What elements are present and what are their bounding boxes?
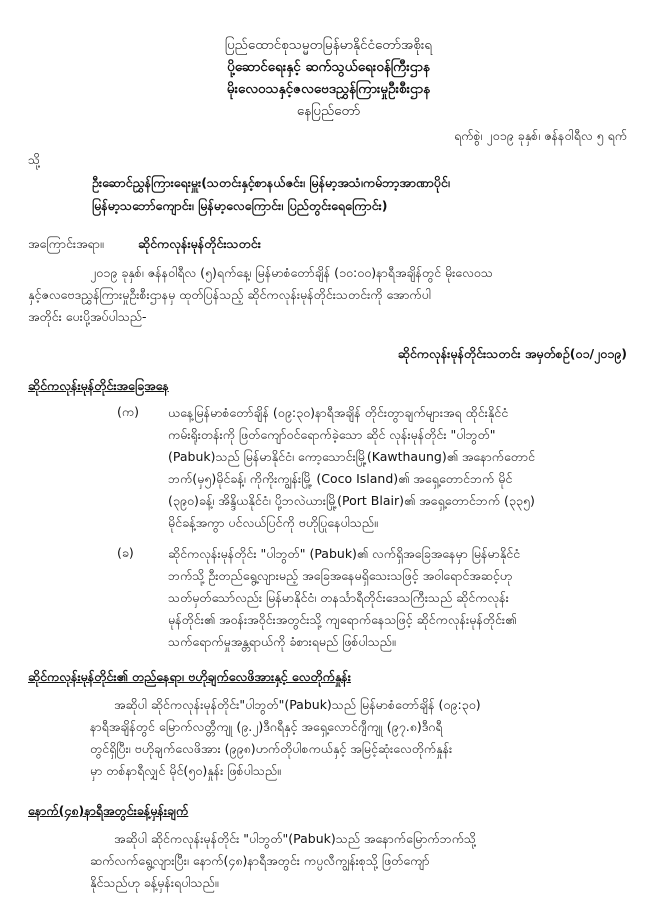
- forecast-paragraph: [90, 828, 476, 894]
- item-a-line: ဘက်(မှ၅)မိုင်ခန့်၊ ကိုကိုးကျွန်းမြို့ (Coco Island)၏ အရှေ့တောင်ဘက် မိုင်: [168, 471, 513, 486]
- location-line: တွင်ရှိပြီး၊ ဗဟိုချက်လေဖိအား (၉၉၈)ဟက်တိုပါစကယ်နှင့် အမြင့်ဆုံးလေတိုက်နှုန်း: [90, 741, 453, 756]
- item-a-line: ကမ်းရိုးတန်းကို ဖြတ်ကျော်ဝင်ရောက်ခဲ့သော ဆိုင် လုန်းမုန်တိုင်း "ပါဘွတ်": [168, 427, 496, 442]
- subject-label: အကြောင်းအရာ။: [28, 236, 104, 251]
- intro-line: ၂၀၁၉ ခုနှစ်၊ ဇန်နဝါရီလ (၅)ရက်နေ့၊ မြန်မာစံတော်ချိန် (၁၀:၀၀)နာရီအချိန်တွင် မိုးလေဝသ: [90, 265, 493, 280]
- bulletin-number: ဆိုင်ကလုန်းမုန်တိုင်းသတင်း အမှတ်စဉ်(၀၁/၂၀၁၉): [397, 346, 627, 361]
- item-a-line: မိုင်ခန့်အကွာ ပင်လယ်ပြင်ကို ဗဟိုပြုနေပါသည်။: [168, 515, 378, 530]
- item-a-line: (၃၉၀)ခန့်၊ အိန္ဒိယနိုင်ငံ၊ ပို့ဘလဲယားမြို့(Port Blair)၏ အရှေ့တောင်ဘက် (၃၃၅): [168, 493, 535, 508]
- recipients-line-2: မြန်မာ့သဘော်ကျောင်း၊ မြန်မာ့လေကြောင်း၊ ပြည်တွင်းရေကြောင်း): [92, 198, 388, 213]
- item-a-line: (Pabuk)သည် မြန်မာနိုင်ငံ၊ ကော့သောင်းမြို့(Kawthaung)၏ အနောက်တောင်: [168, 449, 535, 464]
- location-line: မှာ တစ်နာရီလျှင် မိုင်(၅၀)နှုန်း ဖြစ်ပါသည်။: [90, 763, 281, 778]
- location-line: အဆိုပါ ဆိုင်ကလုန်းမုန်တိုင်း"ပါဘွတ်"(Pabuk)သည် မြန်မာစံတော်ချိန် (၀၉:၃၀): [114, 697, 481, 712]
- intro-line: အတိုင်း ပေးပို့အပ်ပါသည်-: [28, 309, 147, 324]
- item-marker-b: (ခ): [117, 545, 134, 560]
- item-a-line: ယနေ့မြန်မာစံတော်ချိန် (၀၉:၃၀)နာရီအချိန် တိုင်းတွာချက်များအရ ထိုင်းနိုင်ငံ: [168, 405, 509, 420]
- item-b-line: ဆိုင်ကလုန်းမုန်တိုင်း "ပါဘွတ်" (Pabuk)၏ လက်ရှိအခြေအနေမှာ မြန်မာနိုင်ငံ: [168, 546, 521, 561]
- header-department: မိုးလေဝသနှင့်ဇလဗေဒညွှန်ကြားမှုဦးစီးဌာန: [226, 81, 431, 97]
- section-heading-location: ဆိုင်ကလုန်းမုန်တိုင်း၏ တည်နေရာ၊ ဗဟိုချက်လေဖိအားနှင့် လေတိုက်နှုန်း: [28, 669, 351, 684]
- header-city: နေပြည်တော်: [296, 103, 361, 119]
- header-government: ပြည်ထောင်စုသမ္မတမြန်မာနိုင်ငံတော်အစိုးရ: [224, 37, 433, 53]
- forecast-line: နိုင်သည်ဟု ခန့်မှန်းရပါသည်။: [90, 875, 219, 890]
- item-marker-a: (က): [117, 404, 139, 419]
- section-heading-status: ဆိုင်ကလုန်းမုန်တိုင်းအခြေအနေ: [28, 378, 169, 393]
- subject-text: ဆိုင်ကလုန်းမုန်တိုင်းသတင်း: [138, 236, 261, 251]
- item-b-line: သက်ရောက်မှုအန္တရာယ်ကို ခံစားရမည် ဖြစ်ပါသည်။: [168, 634, 396, 649]
- item-b-line: သတ်မှတ်သော်လည်း မြန်မာနိုင်ငံ၊ တနင်္သာရီတိုင်းဒေသကြီးသည် ဆိုင်ကလုန်း: [168, 590, 509, 605]
- item-b-paragraph: [168, 543, 520, 653]
- forecast-line: ဆက်လက်ရွေ့လျားပြီး၊ နောက်(၄၈)နာရီအတွင်း ကပ္ပလီကျွန်းစုသို့ ဖြတ်ကျော်: [90, 853, 430, 868]
- to-label: သို့: [28, 152, 41, 167]
- recipients-line-1: ဦးဆောင်ညွှန်ကြားရေးမှူး(သတင်းနှင့်စာနယ်ဇင်း၊ မြန်မာ့အသံ၊ကမ်ဘာ့အာဏာပိုင်၊: [92, 175, 450, 190]
- forecast-line: အဆိုပါ ဆိုင်ကလုန်းမုန်တိုင်း "ပါဘွတ်"(Pabuk)သည် အနောက်မြောက်ဘက်သို့: [114, 831, 477, 846]
- item-a-paragraph: [168, 402, 535, 534]
- item-b-line: ဘက်သို့ ဦးတည်ရွေ့လျားမည့် အခြေအနေမရှိသေးသဖြင့် အဝါရောင်အဆင့်ဟု: [168, 568, 513, 583]
- section-heading-forecast: နောက်(၄၈)နာရီအတွင်းခန့်မှန်းချက်: [28, 803, 189, 818]
- header-ministry: ပို့ဆောင်ရေးနှင့် ဆက်သွယ်ရေးဝန်ကြီးဌာန: [227, 59, 430, 75]
- location-line: နာရီအချိန်တွင် မြောက်လတ္တီကျု (၉.၂)ဒီဂရီနှင့် အရှေ့လောင်ဂျီကျု (၉၇.၈)ဒီဂရီ: [90, 719, 443, 734]
- item-b-line: မုန်တိုင်း၏ အဝန်းအဝိုင်းအတွင်းသို့ ကျရောက်နေသဖြင့် ဆိုင်ကလုန်းမုန်တိုင်း၏: [168, 612, 517, 627]
- document-date: ရက်စွဲ၊ ၂၀၁၉ ခုနှစ်၊ ဇန်နဝါရီလ ၅ ရက်: [454, 128, 627, 143]
- intro-paragraph: [28, 262, 493, 328]
- location-paragraph: [90, 694, 481, 782]
- intro-line: နှင့်ဇလဗေဒညွှန်ကြားမှုဦးစီးဌာနမှ ထုတ်ပြန်သည့် ဆိုင်ကလုန်းမုန်တိုင်းသတင်းကို အောက်ပါ: [28, 287, 431, 302]
